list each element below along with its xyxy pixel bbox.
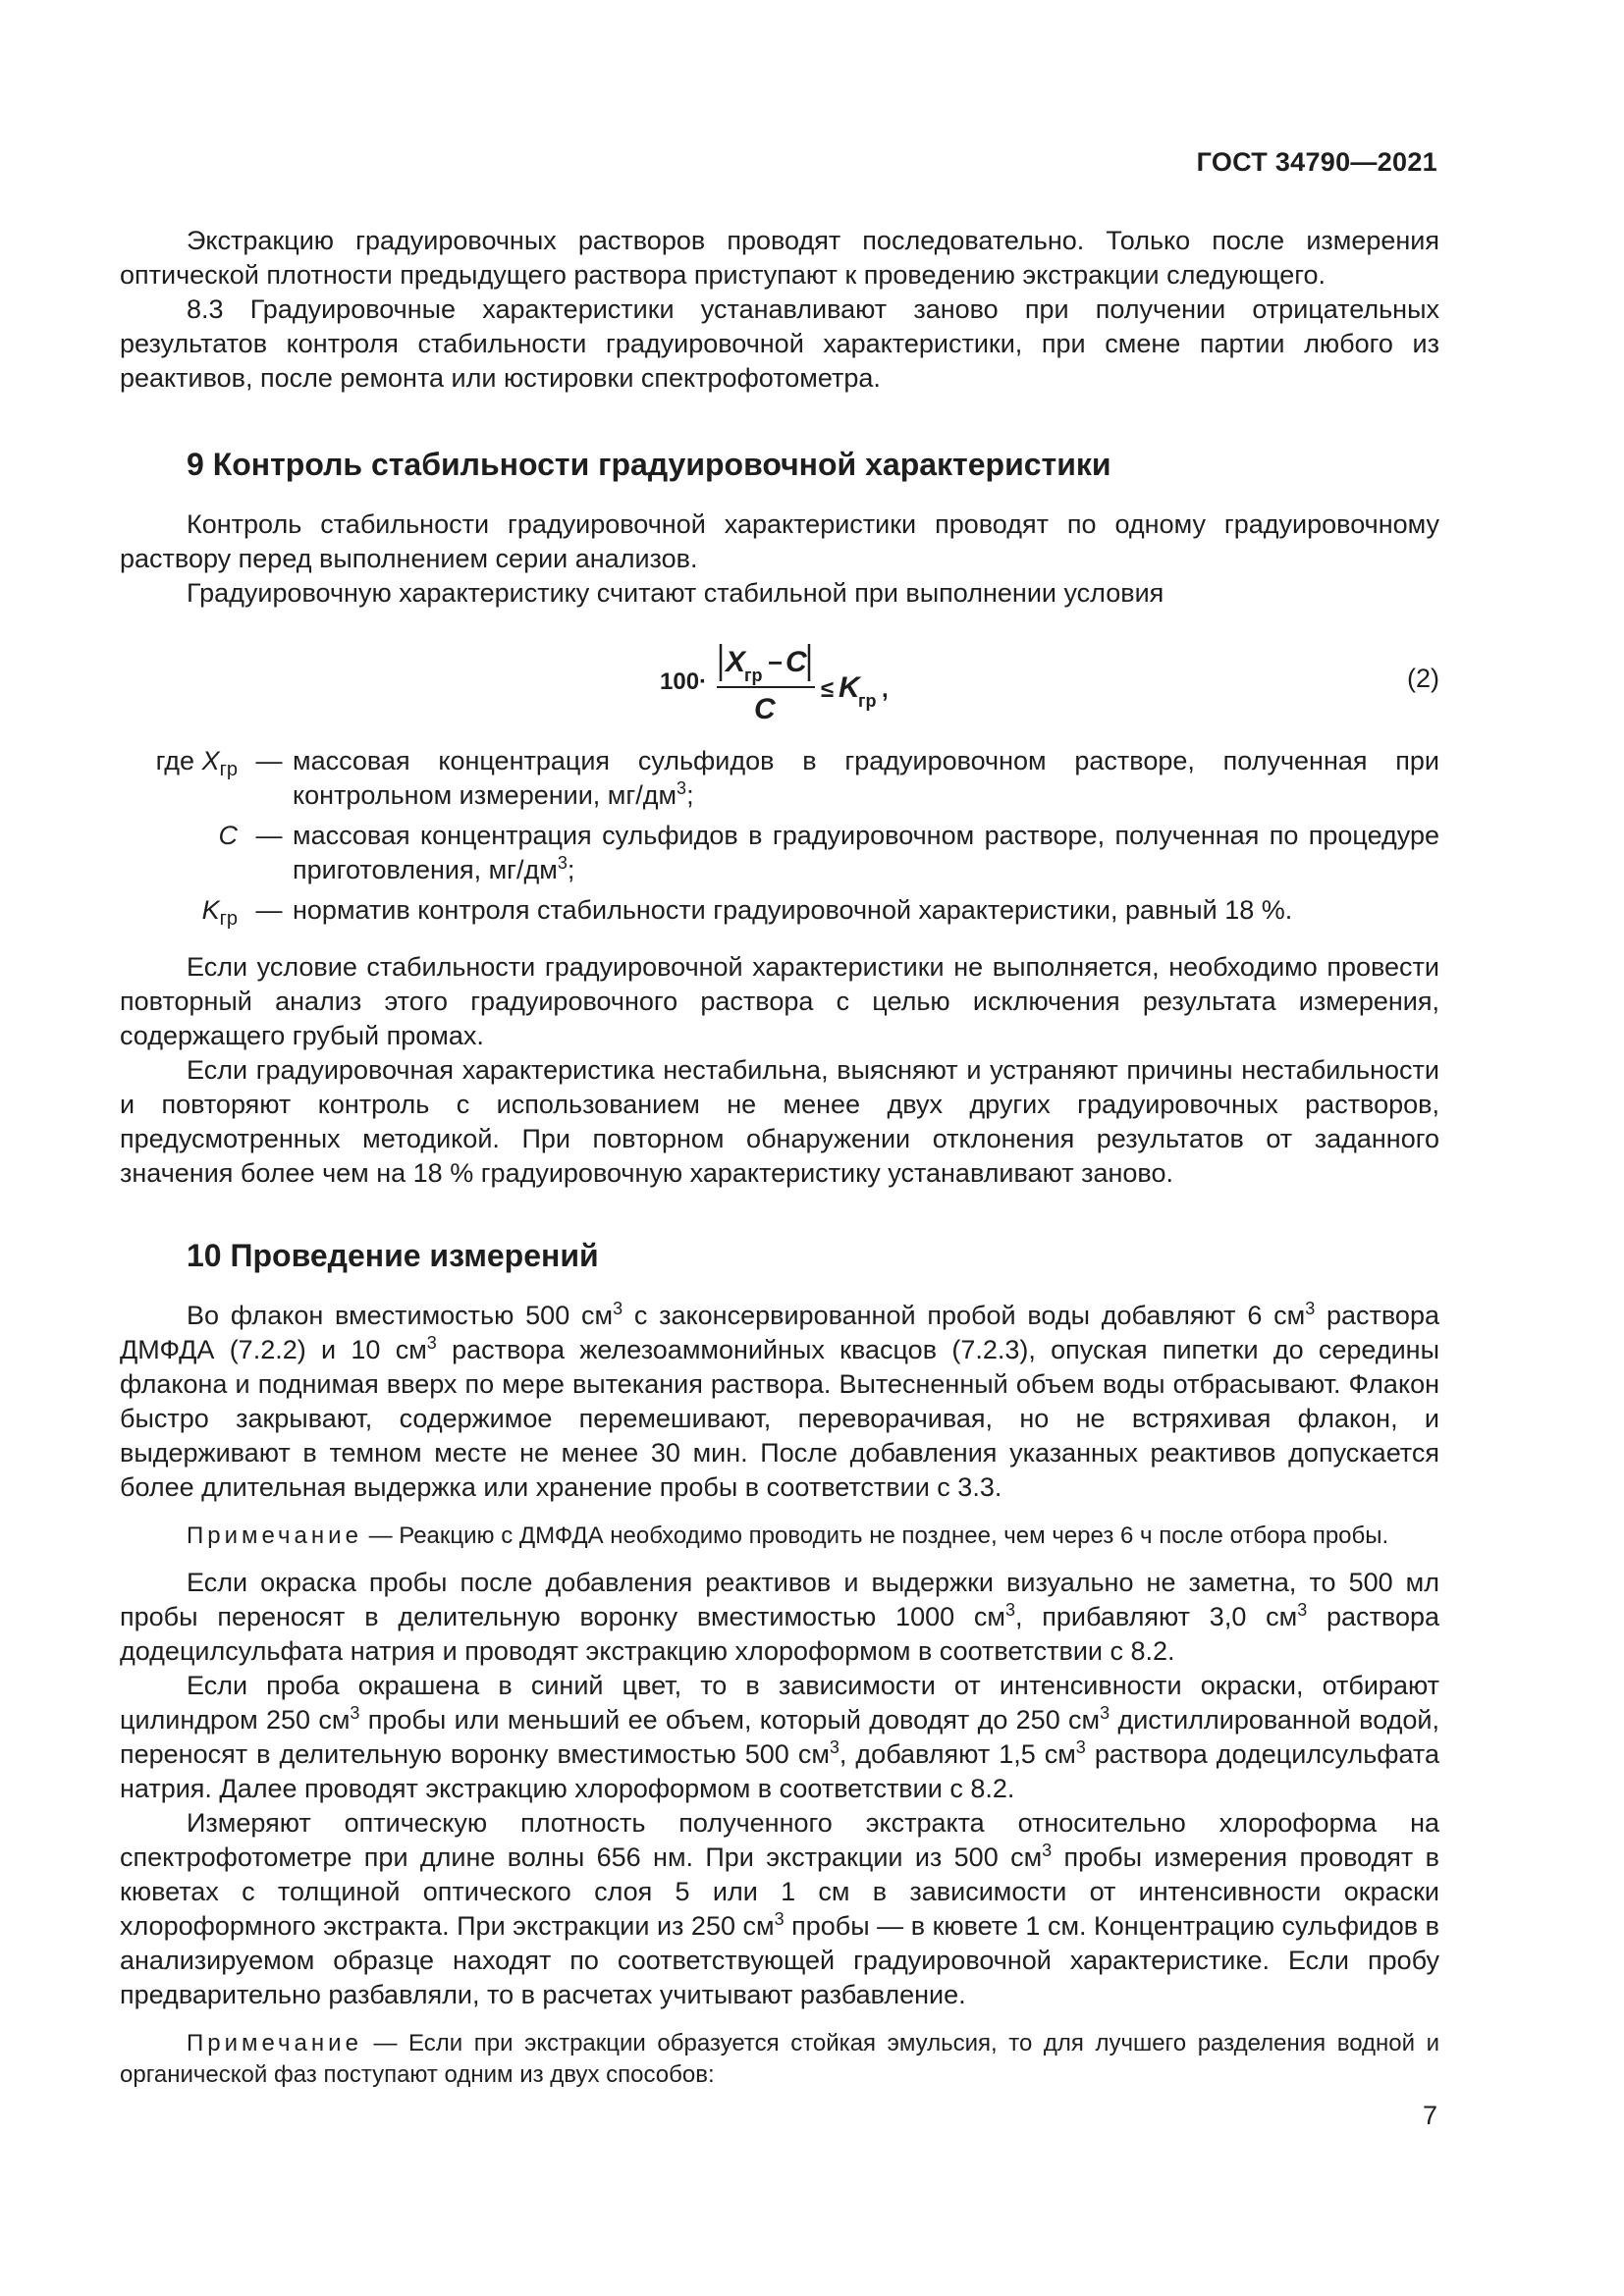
- paragraph-10-3: Если проба окрашена в синий цвет, то в зависимости от интенсивности окраски, отбирают цилиндром 250 $см^3$ пробы или меньший ее объем, который доводят до 250 $см^3$ дистиллированной водой, переносят в делительную воронку вместимостью 500 $см^3$, добавляют 1,5 $см^3$ раствора додецилсульфата натрия. Далее проводят экстракцию хлороформом в соответствии с 8.2.: [120, 1671, 1440, 1803]
- definition-c: [120, 819, 1439, 887]
- paragraph-10-4: Измеряют оптическую плотность полученного экстракта относительно хлороформа на спектрофотометре при длине волны 656 нм. При экстракции из 500 $см^3$ пробы измерения проводят в кюветах с толщиной оптического слоя 5 или 1 см в зависимости от интенсивности окраски хлороформного экстракта. При экстракции из 250 $см^3$ пробы — в кювете 1 см. Концентрацию сульфидов в анализируемом образце находят по соответствующей градуировочной характеристике. Если пробу предварительно разбавляли, то в расчетах учитывают разбавление.: [120, 1808, 1440, 2009]
- formula-c-den: C: [754, 693, 776, 725]
- formula-2: [660, 632, 935, 730]
- formula-k: K: [839, 671, 860, 704]
- section-10-title: 10 Проведение измерений: [187, 1238, 599, 1273]
- definition-symbol-x: где $X_{гр}$: [155, 746, 238, 780]
- formula-x: X: [726, 646, 746, 678]
- definition-text-k: норматив контроля стабильности градуировочной характеристики, равный 18 %.: [293, 895, 1293, 925]
- paragraph-9-2: Градуировочную характеристику считают стабильной при выполнении условия: [187, 578, 1164, 608]
- formula-block: [120, 626, 1439, 736]
- definition-dash: —: [255, 821, 283, 850]
- definition-symbol-c: C: [218, 821, 238, 850]
- formula-le: ≤: [821, 676, 835, 703]
- note-2: Примечание — Если при экстракции образуется стойкая эмульсия, то для лучшего разделения водной и органической фаз поступают одним из двух способов:: [120, 2030, 1439, 2088]
- page-number: 7: [1422, 2101, 1437, 2130]
- definition-text-c: массовая концентрация сульфидов в градуировочном растворе, полученная по процедуре приготовления, $мг/дм^3$;: [293, 821, 1439, 884]
- formula-coef: 100·: [660, 668, 708, 695]
- definition-text-x: массовая концентрация сульфидов в градуировочном растворе, полученная при контрольном измерении, $мг/дм^3$;: [293, 746, 1439, 810]
- paragraph-10-2: Если окраска пробы после добавления реактивов и выдержки визуально не заметна, то 500 мл пробы переносят в делительную воронку вместимостью 1000 $см^3$, прибавляют 3,0 $см^3$ раствора додецилсульфата натрия и проводят экстракцию хлороформом в соответствии с 8.2.: [120, 1568, 1440, 1666]
- definition-dash: —: [255, 746, 283, 775]
- definition-k: [120, 893, 1439, 936]
- formula-k-sub: гр: [858, 691, 877, 711]
- document-body: [120, 224, 1439, 2091]
- formula-c-num: C: [785, 646, 807, 678]
- note-label: Примечание: [187, 1522, 362, 1549]
- formula-minus: −: [768, 648, 784, 677]
- paragraph-9-1: Контроль стабильности градуировочной характеристики проводят по одному градуировочному раствору перед выполнением серии анализов.: [120, 509, 1439, 573]
- section-9-title: 9 Контроль стабильности градуировочной характеристики: [187, 447, 1111, 482]
- symbol-definitions: [120, 744, 1439, 936]
- definition-x: [120, 744, 1439, 813]
- formula-comma: ,: [882, 676, 889, 703]
- paragraph-9-3: Если условие стабильности градуировочной характеристики не выполняется, необходимо провести повторный анализ этого градуировочного раствора с целью исключения результата измерения, содержащего грубый промах.: [120, 952, 1439, 1050]
- paragraph-intro: Экстракцию градуировочных растворов проводят последовательно. Только после измерения оптической плотности предыдущего раствора приступают к проведению экстракции следующего.: [120, 226, 1439, 290]
- paragraph-8-3: 8.3 Градуировочные характеристики устанавливают заново при получении отрицательных результатов контроля стабильности градуировочной характеристики, при смене партии любого из реактивов, после ремонта или юстировки спектрофотометра.: [120, 294, 1439, 393]
- paragraph-9-4: Если градуировочная характеристика нестабильна, выясняют и устраняют причины нестабильности и повторяют контроль с использованием не менее двух других градуировочных растворов, предусмотренных методикой. При повторном обнаружении отклонения результатов от заданного значения более чем на 18 % градуировочную характеристику устанавливают заново.: [120, 1055, 1439, 1188]
- note-1: Примечание — Реакцию с ДМФДА необходимо проводить не позднее, чем через 6 ч после отбора пробы.: [187, 1522, 1389, 1549]
- formula-x-sub: гр: [744, 666, 763, 685]
- paragraph-10-1: Во флакон вместимостью 500 $см^3$ с законсервированной пробой воды добавляют 6 $см^3$ раствора ДМФДА (7.2.2) и 10 $см^3$ раствора железоаммонийных квасцов (7.2.3), опуская пипетки до середины флакона и поднимая вверх по мере вытекания раствора. Вытесненный объем воды отбрасывают. Флакон быстро закрывают, содержимое перемешивают, переворачивая, но не встряхивая флакон, и выдерживают в темном месте не менее 30 мин. После добавления указанных реактивов допускается более длительная выдержка или хранение пробы в соответствии с 3.3.: [120, 1299, 1439, 1502]
- document-header: ГОСТ 34790—2021: [1196, 147, 1437, 177]
- equation-number: (2): [1407, 664, 1439, 693]
- note-label: Примечание: [187, 2030, 362, 2056]
- definition-dash: —: [255, 895, 283, 925]
- definition-symbol-k: $K_{гр}$: [201, 895, 238, 930]
